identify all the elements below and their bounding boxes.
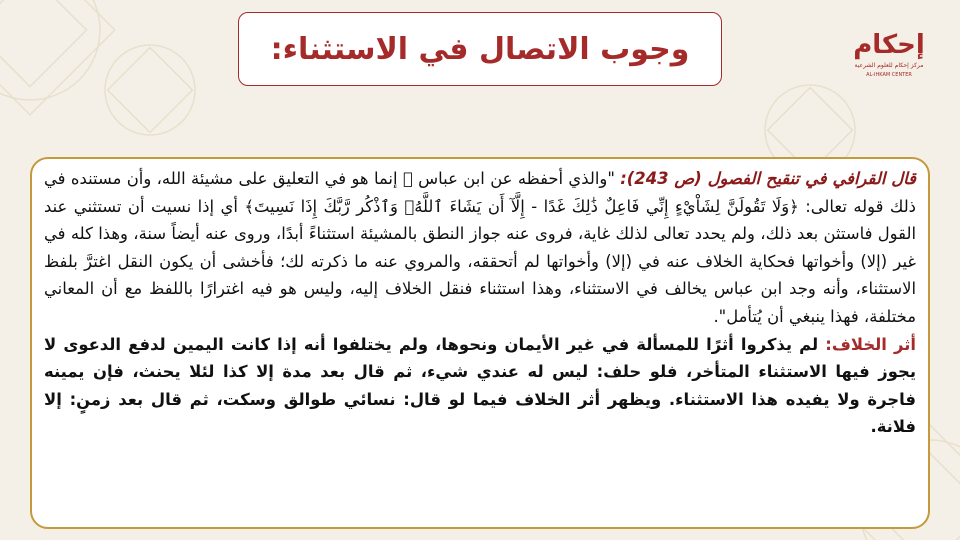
logo-tagline: AL-IHKAM CENTER <box>866 72 912 78</box>
logo <box>848 30 930 92</box>
paragraph-lead: قال القرافي في تنقيح الفصول (ص 243): <box>620 169 916 188</box>
paragraph-quote <box>44 165 916 331</box>
logo-subtitle: مركز إحكام للعلوم الشرعية <box>854 62 924 69</box>
paragraph-effect <box>44 331 916 441</box>
logo-name: إحكام <box>853 30 925 60</box>
slide-title: وجوب الاتصال في الاستثناء: <box>270 31 690 67</box>
effect-text: لم يذكروا أثرًا للمسألة في غير الأيمان ونحوها، ولم يختلفوا أنه إذا كانت اليمين لدفع الدعوى لا يجوز فيها الاستثناء المتأخر، فلو حلف: ليس له عندي شيء، ثم قال بعد مدة إلا كذا لئلا يحنث، فإن يمينه فاجرة ولا يفيده هذا الاستثناء. ويظهر أثر الخلاف فيما لو قال: نسائي طوالق وسكت، ثم قال بعد زمنٍ: إلا فلانة. <box>44 334 916 437</box>
quran-verse: ﴿وَلَا تَقُولَنَّ لِشَاْيْءٍ إِنِّي فَاعِلٌ ذَٰلِكَ غَدًا - إِلَّآ أَن يَشَاءَ ٱللَّهُۚ وَٱذْكُر رَّبَّكَ إِذَا نَسِيتَ﴾ <box>244 196 799 216</box>
quote-part-a: "والذي أحفظه عن ابن عباس ﷺ إنما هو في التعليق على مشيئة الله، وأن مستنده في ذلك قوله تعالى: <box>44 169 916 216</box>
quote-part-b: أي إذا نسيت أن تستثني عند القول فاستثن بعد ذلك، ولم يحدد تعالى لذلك غاية، فروى عنه جواز النطق بالمشيئة استثناءً أبدًا، وروى عنه أيضاً سنة، وهذا كله في غير (إلا) وأخواتها فحكاية الخلاف عنه في (إلا) وأخواتها لم أتحققه، والمروي عنه ما ذكرته لك؛ فأخشى أن يكون النقل اغترَّ بلفظ الاستثناء، وأنه وجد ابن عباس يخالف في الاستثناء، وهذا استثناء فنقل الخلاف إليه، وليس هو فيه اغترارًا باللفظ مع أن المعاني مختلفة، فهذا ينبغي أن يُتأمل". <box>44 196 916 326</box>
effect-lead: أثر الخلاف: <box>825 334 916 354</box>
content-box <box>30 157 930 529</box>
slide-title-box <box>238 12 722 86</box>
